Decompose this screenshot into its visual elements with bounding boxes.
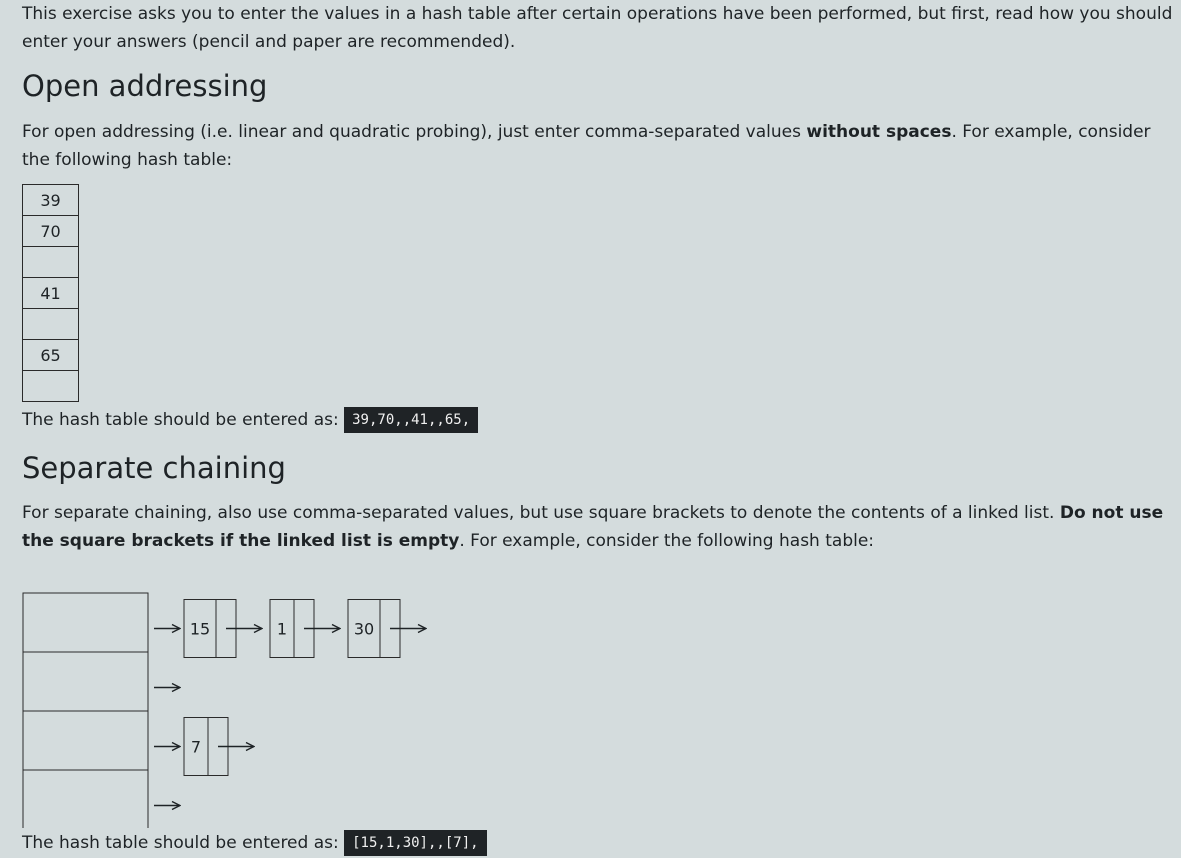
open-text-bold: without spaces [806,122,952,142]
sc-answer-label: The hash table should be entered as: [22,833,345,853]
separate-chaining-diagram [22,588,482,828]
oa-cell: 41 [23,278,79,309]
open-addressing-table [22,184,79,402]
list-node-value: 7 [190,737,202,757]
separate-chaining-answer [22,829,487,857]
list-node-value: 30 [353,619,375,639]
oa-cell: 39 [23,185,79,216]
oa-cell [23,247,79,278]
oa-cell [23,371,79,402]
oa-answer-label: The hash table should be entered as: [22,410,345,430]
sep-text-2: . For example, consider the following hash table: [459,531,875,551]
sc-answer-code: [15,1,30],,[7], [344,830,486,856]
oa-row [23,309,79,340]
oa-cell [23,309,79,340]
separate-chaining-paragraph [22,499,1177,555]
oa-answer-code: 39,70,,41,,65, [344,407,478,433]
open-text-1: For open addressing (i.e. linear and quadratic probing), just enter comma-separated values [22,122,807,142]
list-node-value: 1 [276,619,288,639]
intro-paragraph: This exercise asks you to enter the values in a hash table after certain operations have been performed, but first, read how you should enter your answers (pencil and paper are recommended). [22,4,1173,52]
oa-row [23,185,79,216]
bucket-cell [23,652,148,711]
heading-separate-chaining: Separate chaining [22,451,286,485]
bucket-cell [23,711,148,770]
oa-row [23,247,79,278]
sep-text-1: For separate chaining, also use comma-separated values, but use square brackets to denote the contents of a linked list. [22,503,1060,523]
open-text-2: . For example, consider the following hash table: [22,122,1151,170]
list-node-value: 15 [189,619,211,639]
sep-text-bold: Do not use the square brackets if the linked list is empty [22,503,1164,551]
open-addressing-paragraph [22,118,1177,174]
open-addressing-answer [22,406,478,434]
bucket-cell [23,593,148,652]
oa-row [23,216,79,247]
oa-row [23,371,79,402]
oa-cell: 70 [23,216,79,247]
oa-row [23,340,79,371]
heading-open-addressing: Open addressing [22,69,268,103]
bucket-cell [23,770,148,828]
oa-cell: 65 [23,340,79,371]
oa-row [23,278,79,309]
